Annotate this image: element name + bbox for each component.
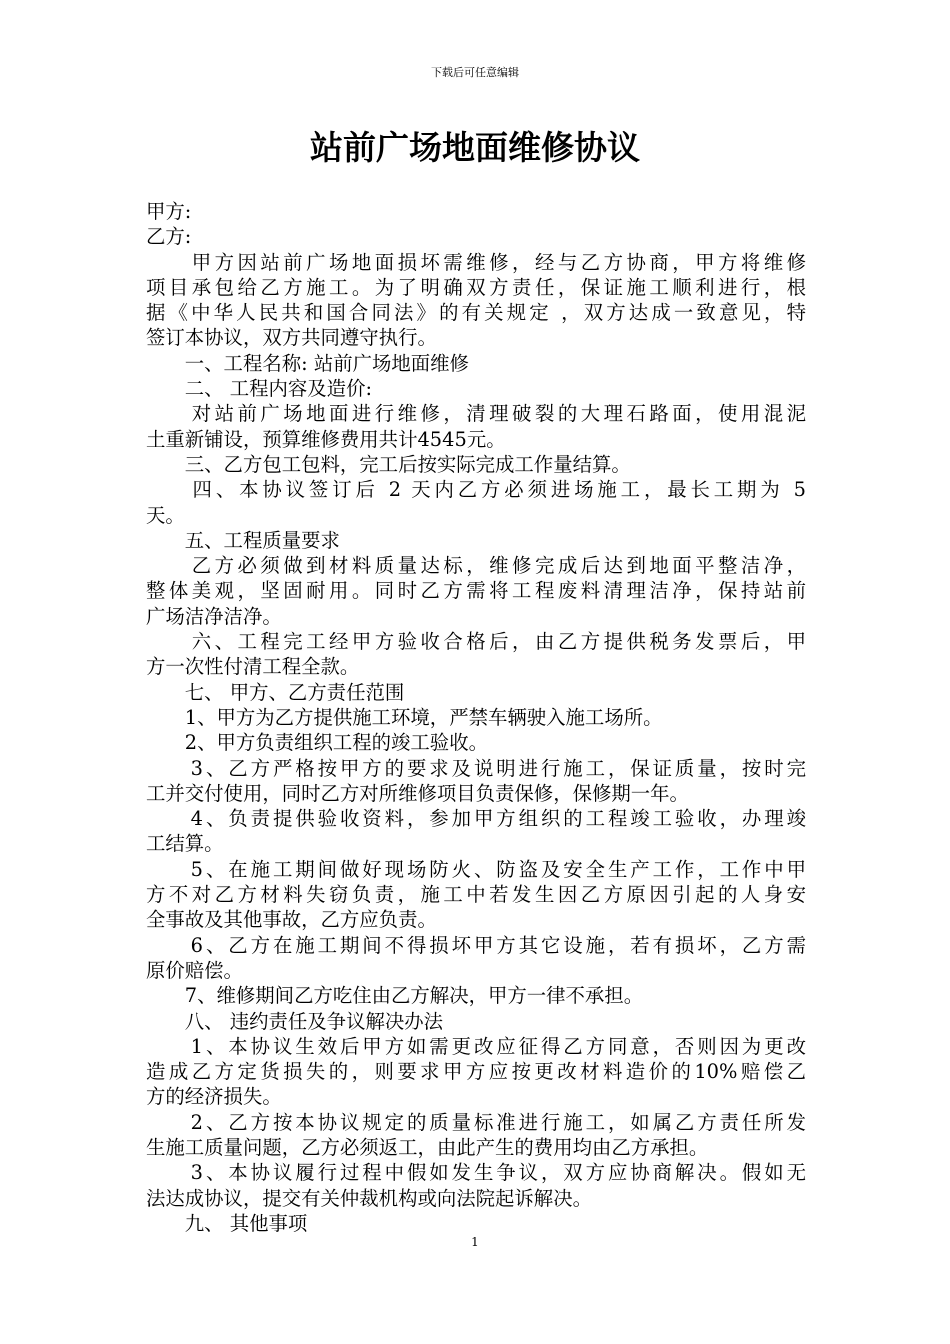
body-line: 造成乙方定货损失的，则要求甲方应按更改材料造价的10%赔偿乙 xyxy=(146,1060,806,1084)
body-line: 乙方必须做到材料质量达标，维修完成后达到地面平整洁净， xyxy=(146,554,806,578)
body-line: 甲方因站前广场地面损坏需维修，经与乙方协商，甲方将维修 xyxy=(146,250,806,274)
body-line: 方的经济损失。 xyxy=(146,1085,282,1109)
body-line: 签订本协议，双方共同遵守执行。 xyxy=(146,326,437,350)
body-line: 法达成协议，提交有关仲裁机构或向法院起诉解决。 xyxy=(146,1186,592,1210)
body-line: 3、乙方严格按甲方的要求及说明进行施工，保证质量，按时完 xyxy=(146,756,806,780)
body-line: 原价赔偿。 xyxy=(146,958,243,982)
body-line: 2、甲方负责组织工程的竣工验收。 xyxy=(146,731,488,755)
body-line: 四、本协议签订后 2 天内乙方必须进场施工，最长工期为 5 xyxy=(146,478,806,502)
body-line: 整体美观，坚固耐用。同时乙方需将工程废料清理洁净，保持站前 xyxy=(146,579,806,603)
body-line: 土重新铺设，预算维修费用共计4545元。 xyxy=(146,427,506,451)
page-number: 1 xyxy=(471,1235,479,1249)
body-line: 乙方: xyxy=(146,225,192,249)
body-line: 九、 其他事项 xyxy=(146,1211,308,1235)
body-line: 7、维修期间乙方吃住由乙方解决，甲方一律不承担。 xyxy=(146,984,644,1008)
body-line: 据《中华人民共和国合同法》的有关规定 ，双方达成一致意见，特 xyxy=(146,301,806,325)
body-line: 甲方: xyxy=(146,200,192,223)
body-line: 项目承包给乙方施工。为了明确双方责任，保证施工顺利进行，根 xyxy=(146,275,806,299)
body-line: 工并交付使用，同时乙方对所维修项目负责保修，保修期一年。 xyxy=(146,781,689,805)
body-line: 4、负责提供验收资料，参加甲方组织的工程竣工验收，办理竣 xyxy=(146,807,806,831)
document-body xyxy=(146,199,806,1236)
body-line: 方不对乙方材料失窃负责，施工中若发生因乙方原因引起的人身安 xyxy=(146,883,806,907)
body-line: 工结算。 xyxy=(146,832,224,856)
body-line: 天。 xyxy=(146,503,185,527)
body-line: 3、本协议履行过程中假如发生争议，双方应协商解决。假如无 xyxy=(146,1161,806,1185)
body-line: 广场洁净洁净。 xyxy=(146,604,282,628)
body-line: 六、工程完工经甲方验收合格后，由乙方提供税务发票后，甲 xyxy=(146,630,806,654)
body-line: 5、在施工期间做好现场防火、防盗及安全生产工作，工作中甲 xyxy=(146,857,806,881)
body-line: 对站前广场地面进行维修，清理破裂的大理石路面，使用混泥 xyxy=(146,402,806,426)
body-line: 七、 甲方、乙方责任范围 xyxy=(146,680,405,704)
body-line: 生施工质量问题，乙方必须返工，由此产生的费用均由乙方承担。 xyxy=(146,1135,709,1159)
body-line: 八、 违约责任及争议解决办法 xyxy=(146,1009,444,1033)
header-note: 下载后可任意编辑 xyxy=(431,66,519,79)
body-line: 方一次性付清工程全款。 xyxy=(146,655,360,679)
body-line: 1、本协议生效后甲方如需更改应征得乙方同意，否则因为更改 xyxy=(146,1034,806,1058)
document-title: 站前广场地面维修协议 xyxy=(310,128,640,167)
body-line: 二、 工程内容及造价: xyxy=(146,377,372,401)
body-line: 三、乙方包工包料，完工后按实际完成工作量结算。 xyxy=(146,452,631,476)
body-line: 全事故及其他事故，乙方应负责。 xyxy=(146,908,437,932)
body-line: 一、工程名称: 站前广场地面维修 xyxy=(146,351,469,375)
body-line: 2、乙方按本协议规定的质量标准进行施工，如属乙方责任所发 xyxy=(146,1110,806,1134)
body-line: 6、乙方在施工期间不得损坏甲方其它设施，若有损坏，乙方需 xyxy=(146,933,806,957)
body-line: 五、工程质量要求 xyxy=(146,528,340,552)
body-line: 1、甲方为乙方提供施工环境，严禁车辆驶入施工场所。 xyxy=(146,705,663,729)
